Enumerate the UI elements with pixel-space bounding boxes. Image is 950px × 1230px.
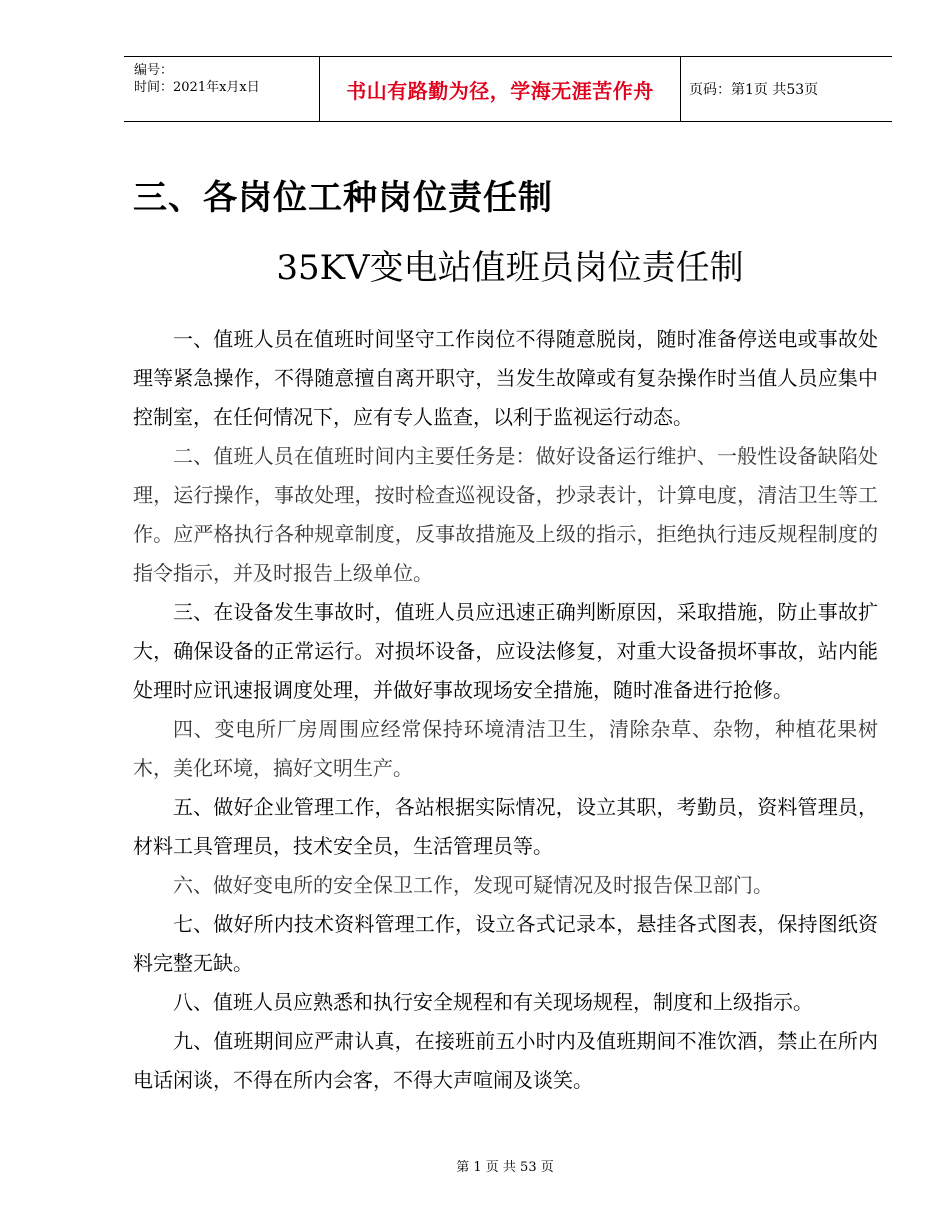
paragraph-9: 九、值班期间应严肃认真，在接班前五小时内及值班期间不准饮酒，禁止在所内电话闲谈，不得在所内会客，不得大声喧闹及谈笑。 [133, 1029, 878, 1092]
page-header [124, 56, 892, 122]
paragraph-3: 三、在设备发生事故时，值班人员应迅速正确判断原因，采取措施，防止事故扩大，确保设备的正常运行。对损坏设备，应设法修复，对重大设备损坏事故，站内能处理时应讯速报调度处理，并做好事故现场安全措施，随时准备进行抢修。 [133, 600, 878, 702]
paragraph-1: 一、值班人员在值班时间坚守工作岗位不得随意脱岗，随时准备停送电或事故处理等紧急操作，不得随意擅自离开职守，当发生故障或有复杂操作时当值人员应集中控制室，在任何情况下，应有专人监查，以利于监视运行动态。 [133, 327, 878, 429]
header-motto-cell [319, 57, 681, 121]
document-body [133, 320, 878, 1100]
paragraph-7: 七、做好所内技术资料管理工作，设立各式记录本，悬挂各式图表，保持图纸资料完整无缺。 [133, 912, 878, 975]
paragraph-5: 五、做好企业管理工作，各站根据实际情况，设立其职，考勤员，资料管理员，材料工具管理员，技术安全员，生活管理员等。 [133, 795, 878, 858]
motto-text: 书山有路勤为径，学海无涯苦作舟 [346, 78, 654, 103]
header-page-cell [681, 57, 892, 121]
date-label: 时间：2021年x月x日 [134, 80, 260, 95]
section-title: 三、各岗位工种岗位责任制 [133, 178, 553, 218]
paragraph-4: 四、变电所厂房周围应经常保持环境清洁卫生，清除杂草、杂物，种植花果树木，美化环境，搞好文明生产。 [133, 717, 878, 780]
document-title: 35KV变电站值班员岗位责任制 [276, 248, 744, 288]
paragraph-6: 六、做好变电所的安全保卫工作，发现可疑情况及时报告保卫部门。 [173, 873, 773, 897]
page-footer: 第 1 页 共 53 页 [456, 1160, 554, 1175]
paragraph-2: 二、值班人员在值班时间内主要任务是：做好设备运行维护、一般性设备缺陷处理，运行操作，事故处理，按时检查巡视设备，抄录表计，计算电度，清洁卫生等工作。应严格执行各种规章制度，反事故措施及上级的指示，拒绝执行违反规程制度的指令指示，并及时报告上级单位。 [133, 444, 878, 585]
header-meta [124, 57, 319, 121]
paragraph-8: 八、值班人员应熟悉和执行安全规程和有关现场规程，制度和上级指示。 [173, 990, 813, 1014]
page-info: 页码：第1页 共53页 [689, 82, 819, 98]
serial-label: 编号： [134, 63, 174, 78]
